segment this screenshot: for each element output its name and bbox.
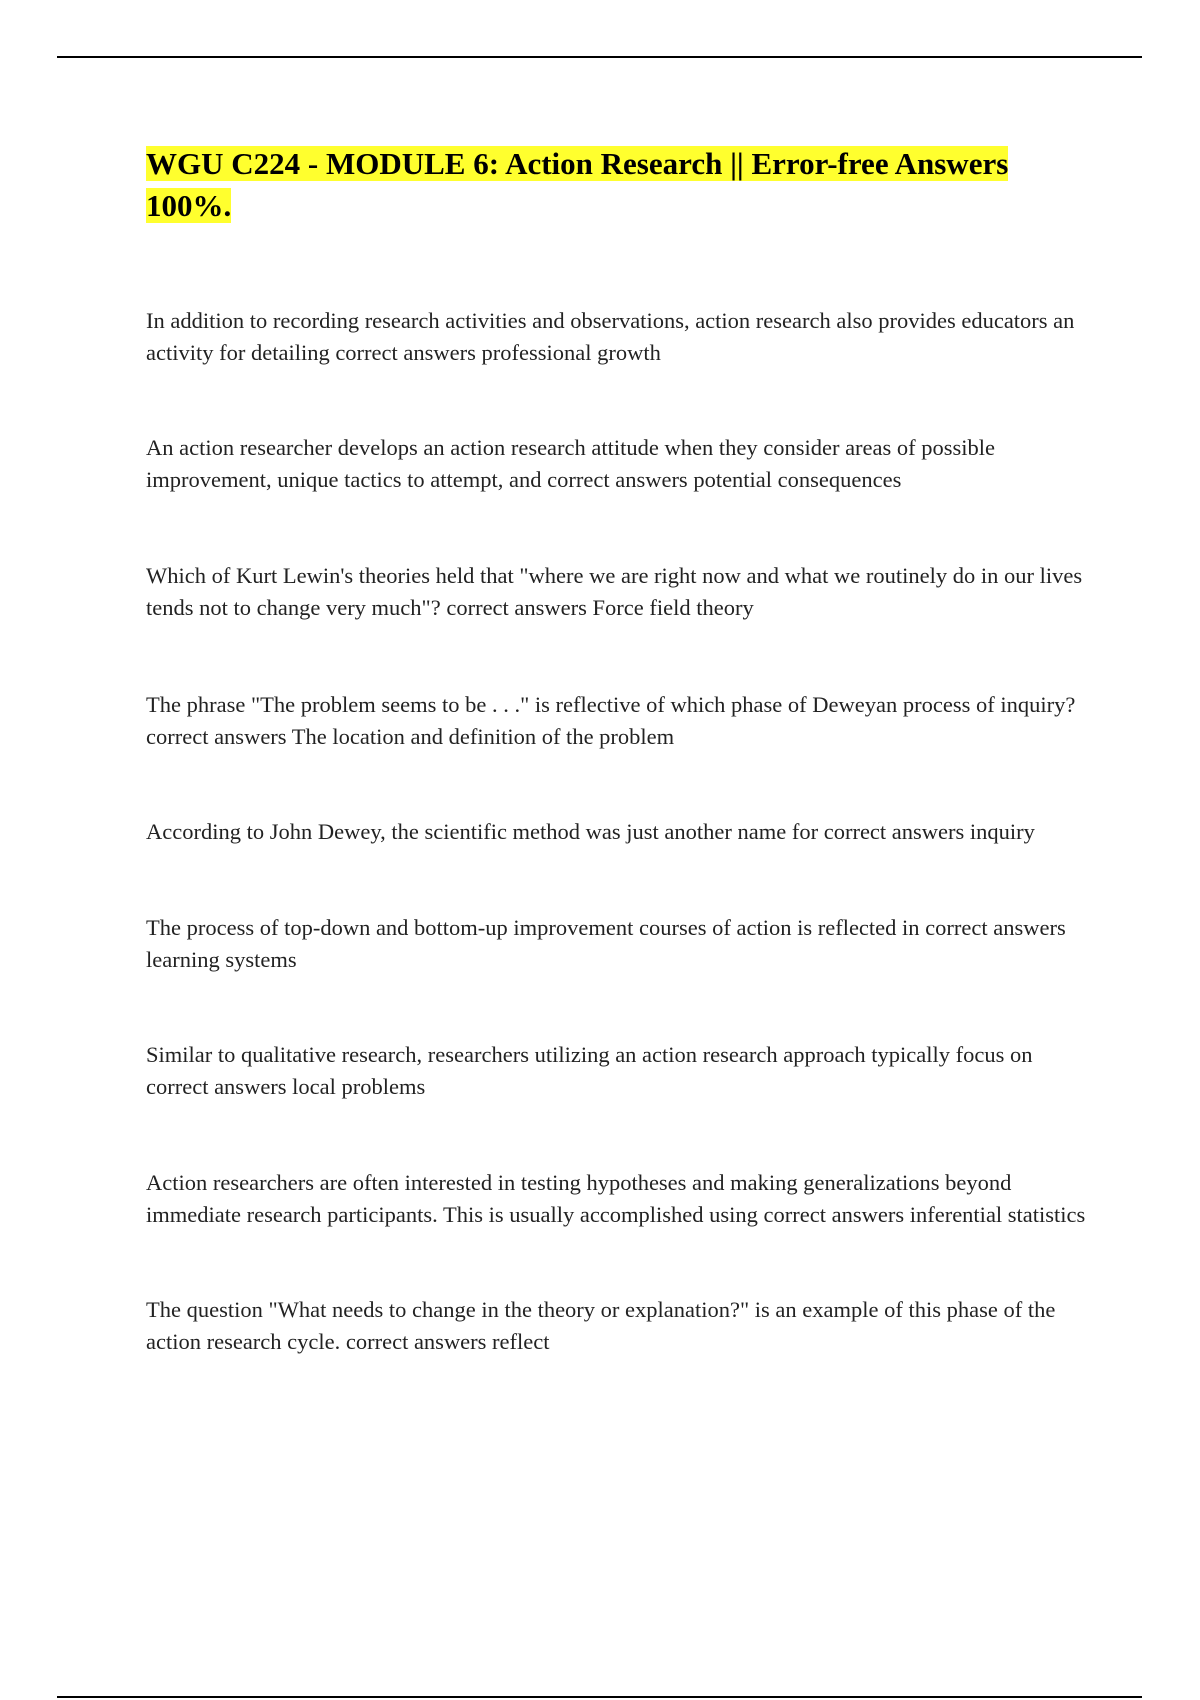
qa-item: An action researcher develops an action research attitude when they consider areas of possible improvement, unique tactics to attempt, and correct answers potential consequences [146, 435, 996, 492]
qa-item: The question "What needs to change in the theory or explanation?" is an example of this phase of the action research cycle. correct answers reflect [146, 1297, 1056, 1354]
footer-rule [57, 1696, 1142, 1698]
qa-item: According to John Dewey, the scientific method was just another name for correct answers inquiry [146, 819, 1035, 844]
title-highlight: WGU C224 - MODULE 6: Action Research || Error-free Answers 100%. [146, 146, 1009, 223]
header-rule [57, 56, 1142, 58]
qa-item: The process of top-down and bottom-up improvement courses of action is reflected in correct answers learning systems [146, 915, 1066, 972]
document-title [146, 143, 1096, 227]
qa-item: Similar to qualitative research, researchers utilizing an action research approach typically focus on correct answers local problems [146, 1042, 1033, 1099]
qa-list [146, 305, 1096, 1358]
qa-item: Which of Kurt Lewin's theories held that "where we are right now and what we routinely do in our lives tends not to change very much"? correct answers Force field theory [146, 563, 1083, 620]
qa-item: Action researchers are often interested in testing hypotheses and making generalizations beyond immediate research participants. This is usually accomplished using correct answers inferential statistics [146, 1170, 1086, 1227]
document-body [146, 143, 1096, 1358]
qa-item: The phrase "The problem seems to be . . ." is reflective of which phase of Deweyan process of inquiry? correct answers The location and definition of the problem [146, 692, 1076, 749]
qa-item: In addition to recording research activities and observations, action research also provides educators an activity for detailing correct answers professional growth [146, 308, 1075, 365]
